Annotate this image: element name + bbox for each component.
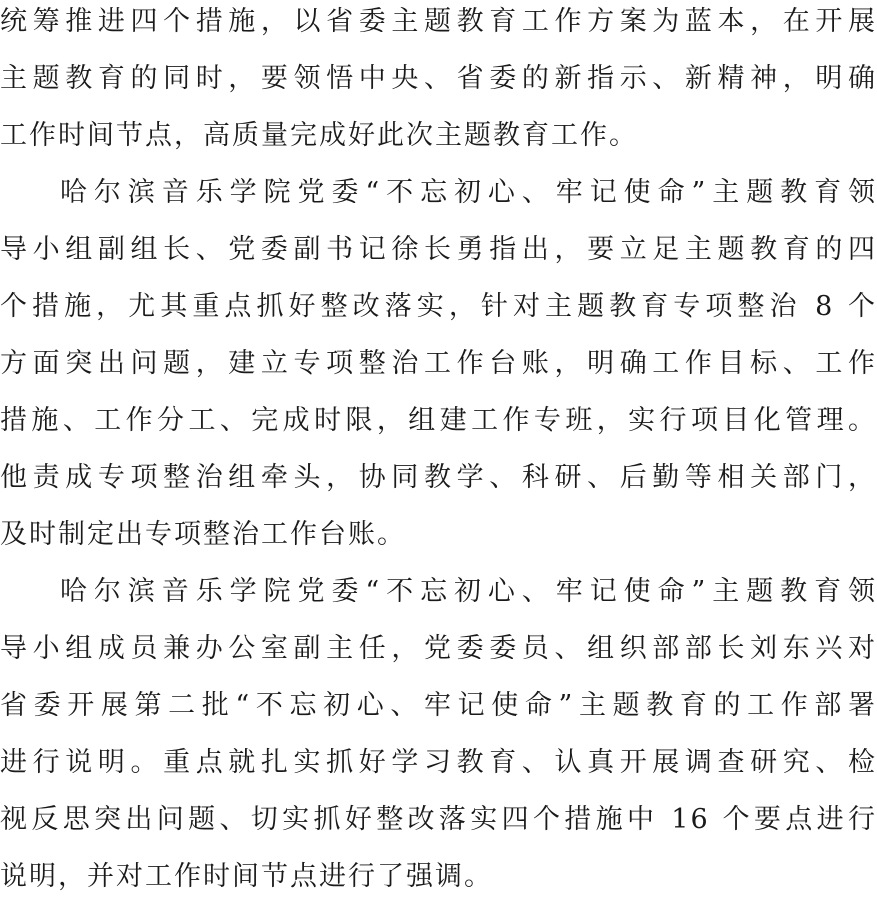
paragraph-1-line-1: 统筹推进四个措施，以省委主题教育工作方案为蓝本，在开展 [0, 6, 877, 37]
paragraph-3-line-1: 哈尔滨音乐学院党委“不忘初心、牢记使命”主题教育领 [60, 576, 877, 607]
paragraph-2-line-1: 哈尔滨音乐学院党委“不忘初心、牢记使命”主题教育领 [60, 177, 877, 208]
paragraph-3-line-5: 视反思突出问题、切实抓好整改落实四个措施中 16 个要点进行 [0, 804, 877, 835]
paragraph-3-line-6: 说明，并对工作时间节点进行了强调。 [0, 861, 493, 892]
paragraph-1-line-2: 主题教育的同时，要领悟中央、省委的新指示、新精神，明确 [0, 63, 877, 94]
paragraph-2-line-7: 及时制定出专项整治工作台账。 [0, 519, 406, 550]
paragraph-3-line-3: 省委开展第二批“不忘初心、牢记使命”主题教育的工作部署 [0, 690, 877, 721]
paragraph-2-line-4: 方面突出问题，建立专项整治工作台账，明确工作目标、工作 [0, 348, 877, 379]
paragraph-2-line-6: 他责成专项整治组牵头，协同教学、科研、后勤等相关部门， [0, 462, 877, 493]
paragraph-2-line-2: 导小组副组长、党委副书记徐长勇指出，要立足主题教育的四 [0, 234, 877, 265]
paragraph-3-line-4: 进行说明。重点就扎实抓好学习教育、认真开展调查研究、检 [0, 747, 877, 778]
paragraph-3-line-2: 导小组成员兼办公室副主任，党委委员、组织部部长刘东兴对 [0, 633, 877, 664]
paragraph-2-line-3: 个措施，尤其重点抓好整改落实，针对主题教育专项整治 8 个 [0, 291, 877, 322]
paragraph-1-line-3: 工作时间节点，高质量完成好此次主题教育工作。 [0, 120, 638, 151]
paragraph-2-line-5: 措施、工作分工、完成时限，组建工作专班，实行项目化管理。 [0, 405, 877, 436]
